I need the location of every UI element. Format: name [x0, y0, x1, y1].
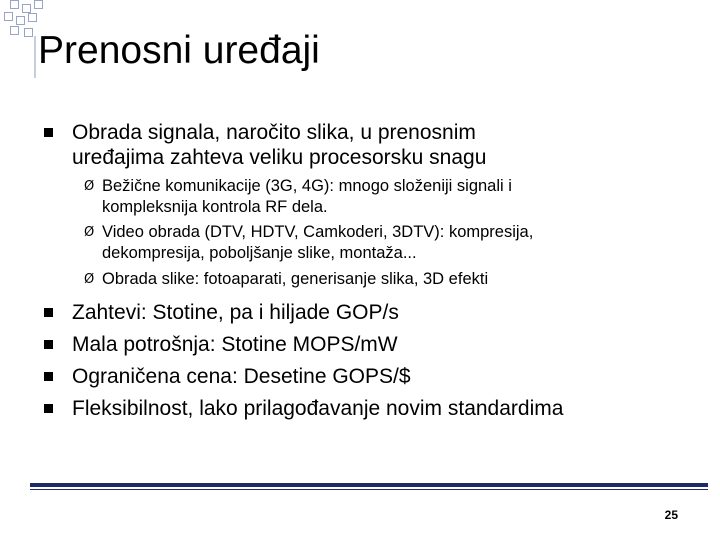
decor-square [16, 16, 25, 25]
sub-bullet-line: kompleksnija kontrola RF dela. [102, 198, 328, 216]
sub-bullet-line: dekompresija, poboljšanje slike, montaža... [102, 244, 417, 262]
bullet-line: Mala potrošnja: Stotine MOPS/mW [72, 333, 398, 356]
bullet-square-icon [44, 404, 53, 413]
decor-square [22, 4, 31, 13]
sub-bullet-line: Obrada slike: fotoaparati, generisanje slika, 3D efekti [102, 270, 489, 288]
arrow-bullet-icon: Ø [84, 179, 95, 194]
slide-title: Prenosni uređaji [38, 29, 320, 72]
bullet-line: Obrada signala, naročito slika, u prenosnim [72, 121, 476, 144]
decor-square [28, 13, 37, 22]
bullet-line: Zahtevi: Stotine, pa i hiljade GOP/s [72, 301, 399, 324]
decor-square [34, 0, 43, 9]
bullet-square-icon [44, 372, 53, 381]
arrow-bullet-icon: Ø [84, 225, 95, 240]
page-number: 25 [664, 508, 678, 522]
decor-square [10, 0, 19, 9]
bullet-line: Ograničena cena: Desetine GOPS/$ [72, 365, 411, 388]
bullet-line: Fleksibilnost, lako prilagođavanje novim standardima [72, 397, 564, 420]
footer-divider-thin [30, 489, 708, 490]
decor-square [4, 12, 13, 21]
title-divider [34, 36, 36, 78]
bullet-square-icon [44, 340, 53, 349]
arrow-bullet-icon: Ø [84, 272, 95, 287]
bullet-square-icon [44, 308, 53, 317]
bullet-square-icon [44, 128, 53, 137]
footer-divider [30, 483, 708, 487]
sub-bullet-line: Video obrada (DTV, HDTV, Camkoderi, 3DTV): kompresija, [102, 223, 534, 241]
bullet-line: uređajima zahteva veliku procesorsku snagu [72, 146, 487, 169]
decor-square [10, 26, 19, 35]
decor-square [24, 28, 33, 37]
sub-bullet-line: Bežične komunikacije (3G, 4G): mnogo složeniji signali i [102, 177, 512, 195]
